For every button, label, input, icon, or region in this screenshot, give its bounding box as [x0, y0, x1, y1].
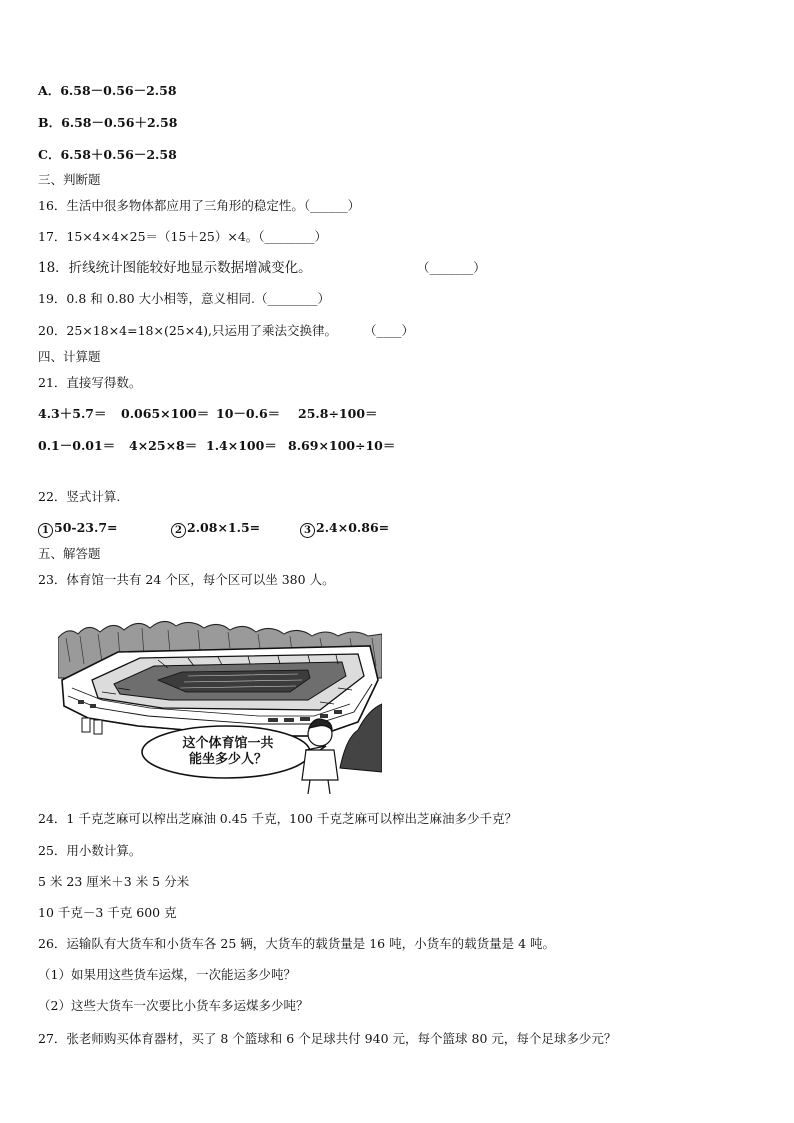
question-25-part-a: 5 米 23 厘米＋3 米 5 分米: [38, 874, 190, 889]
section-heading-judgement: 三、判断题: [38, 172, 101, 187]
question-22: 22．竖式计算.: [38, 489, 121, 504]
question-20-blank: （____）: [364, 323, 415, 338]
mental-math-item: 8.69×100÷10＝: [288, 438, 396, 453]
mental-math-item: 0.065×100＝: [121, 406, 210, 421]
vertical-calc-item: 2 2.08×1.5=: [171, 520, 260, 538]
section-heading-calculation: 四、计算题: [38, 349, 101, 364]
vertical-calc-item: 3 2.4×0.86=: [300, 520, 389, 538]
mental-math-item: 10－0.6＝: [216, 406, 281, 421]
question-18: 18．折线统计图能较好地显示数据增减变化。: [38, 260, 312, 276]
question-16: 16．生活中很多物体都应用了三角形的稳定性。（______）: [38, 198, 361, 213]
speech-bubble-text: [148, 736, 308, 768]
option-c: C．6.58＋0.56－2.58: [38, 147, 177, 162]
stadium-illustration: [58, 618, 382, 794]
option-b: B．6.58－0.56＋2.58: [38, 115, 178, 130]
circled-number-2: 2: [171, 523, 186, 538]
speech-bubble-line-2: 能坐多少人？: [188, 752, 267, 767]
circled-number-1: 1: [38, 523, 53, 538]
mental-math-row-2: [38, 438, 438, 454]
question-21: 21．直接写得数。: [38, 375, 142, 390]
question-20: 20．25×18×4=18×(25×4),只运用了乘法交换律。: [38, 323, 338, 338]
mental-math-item: 25.8÷100＝: [298, 406, 378, 421]
question-17: 17．15×4×4×25＝（15＋25）×4。（________）: [38, 229, 328, 244]
mental-math-item: 1.4×100＝: [206, 438, 277, 453]
section-heading-word-problems: 五、解答题: [38, 546, 101, 561]
question-26-part-1: （1）如果用这些货车运煤，一次能运多少吨？: [38, 967, 296, 982]
question-24: 24．1 千克芝麻可以榨出芝麻油 0.45 千克，100 千克芝麻可以榨出芝麻油多少千克？: [38, 811, 517, 826]
question-23: 23．体育馆一共有 24 个区，每个区可以坐 380 人。: [38, 572, 335, 587]
question-26: 26．运输队有大货车和小货车各 25 辆，大货车的载货量是 16 吨，小货车的载货量是 4 吨。: [38, 936, 556, 951]
mental-math-row-1: [38, 406, 438, 422]
mental-math-item: 4×25×8＝: [129, 438, 198, 453]
mental-math-item: 4.3＋5.7＝: [38, 406, 107, 421]
speech-bubble-line-1: 这个体育馆一共: [182, 736, 274, 751]
vertical-calc-item: 1 50-23.7=: [38, 520, 118, 538]
question-19: 19．0.8 和 0.80 大小相等，意义相同.（________）: [38, 291, 331, 306]
question-26-part-2: （2）这些大货车一次要比小货车多运煤多少吨？: [38, 998, 309, 1013]
question-25-part-b: 10 千克－3 千克 600 克: [38, 905, 177, 920]
question-18-blank: （_______）: [417, 260, 486, 275]
vertical-calc-row: [38, 520, 438, 536]
question-27: 27．张老师购买体育器材，买了 8 个篮球和 6 个足球共付 940 元，每个篮球 80 元，每个足球多少元？: [38, 1031, 617, 1046]
circled-number-3: 3: [300, 523, 315, 538]
question-25: 25．用小数计算。: [38, 843, 142, 858]
option-a: A．6.58－0.56－2.58: [38, 83, 177, 98]
mental-math-item: 0.1－0.01＝: [38, 438, 116, 453]
